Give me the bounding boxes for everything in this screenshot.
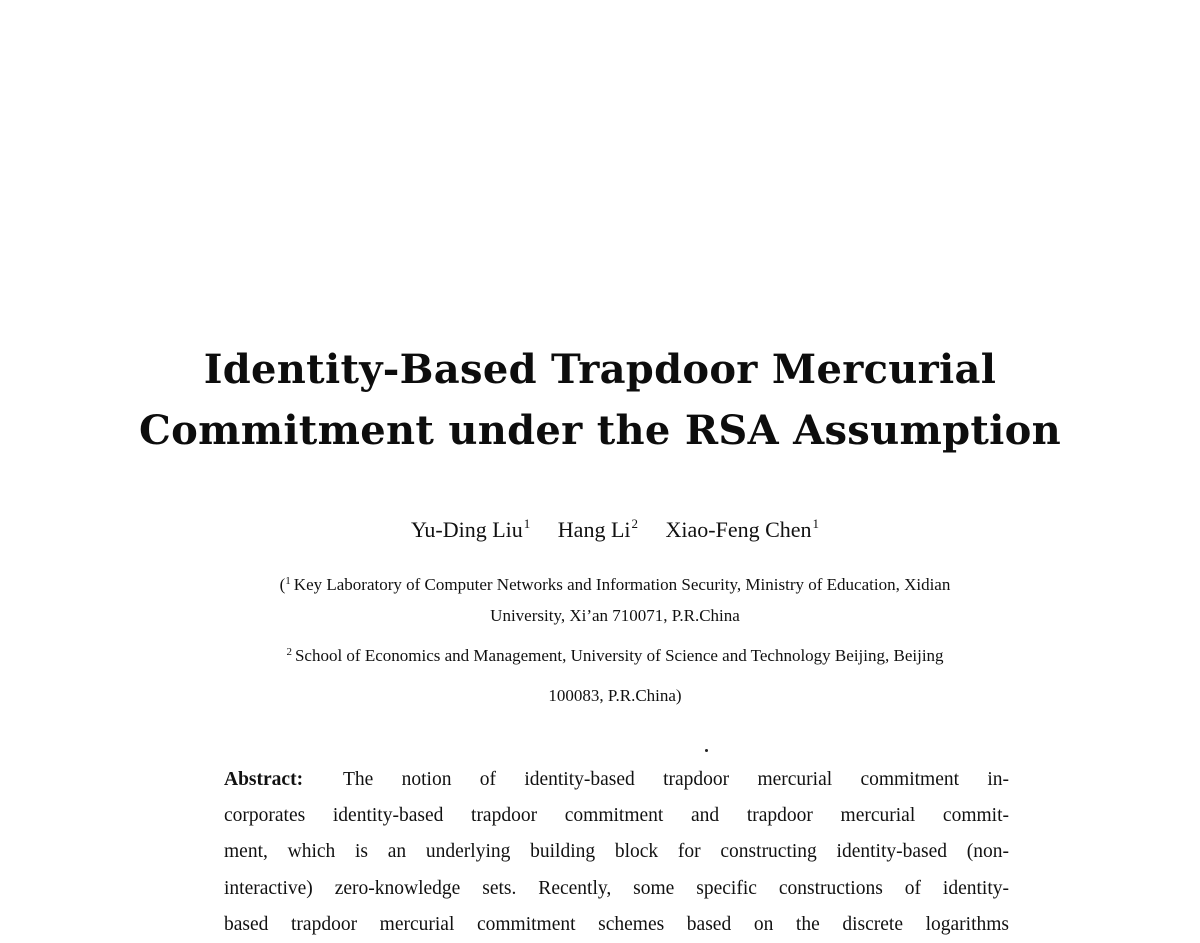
author-2-name: Hang Li (557, 517, 631, 542)
affiliation-open-paren: ( (279, 575, 286, 594)
affiliation-1-mark: 1 (285, 575, 291, 587)
abstract-block (224, 762, 1009, 943)
abstract-line-2: corporates identity-based trapdoor commitment and trapdoor mercurial commit- (224, 805, 1009, 827)
affiliation-2-line-2: 100083, P.R.China) (548, 686, 682, 705)
author-2-affil-mark: 2 (631, 516, 638, 531)
scan-speck (705, 749, 708, 752)
author-2 (558, 517, 638, 542)
abstract-line-1 (224, 762, 1009, 798)
paper-title-line-2: Commitment under the RSA Assumption (138, 407, 1062, 454)
abstract-line-4: interactive) zero-knowledge sets. Recently, some specific constructions of identity- (224, 877, 1009, 899)
affiliation-2-line-1 (0, 646, 1200, 666)
paper-title-line-1: Identity-Based Trapdoor Mercurial (203, 346, 997, 393)
abstract-line-3: ment, which is an underlying building block for constructing identity-based (non- (224, 841, 1009, 863)
author-1-affil-mark: 1 (523, 516, 531, 531)
author-3 (666, 517, 820, 542)
author-3-name: Xiao-Feng Chen (665, 517, 812, 542)
abstract-line-5: based trapdoor mercurial commitment schemes based on the discrete logarithms (224, 913, 1009, 935)
author-3-affil-mark: 1 (812, 516, 820, 531)
author-list (0, 516, 1200, 543)
abstract-label: Abstract: (224, 769, 304, 790)
author-1-name: Yu-Ding Liu (410, 517, 523, 542)
affiliation-1-line-1 (0, 575, 1200, 595)
abstract-line-1-text: The notion of identity-based trapdoor mercurial commitment in- (343, 769, 1009, 790)
author-1 (411, 517, 530, 542)
affiliation-2-mark: 2 (286, 646, 292, 658)
affiliation-1-line-2: University, Xi’an 710071, P.R.China (490, 606, 740, 625)
affiliation-1-text: Key Laboratory of Computer Networks and Information Security, Ministry of Education, Xidian (293, 575, 951, 594)
affiliation-2-text: School of Economics and Management, University of Science and Technology Beijing, Beijing (294, 646, 944, 665)
